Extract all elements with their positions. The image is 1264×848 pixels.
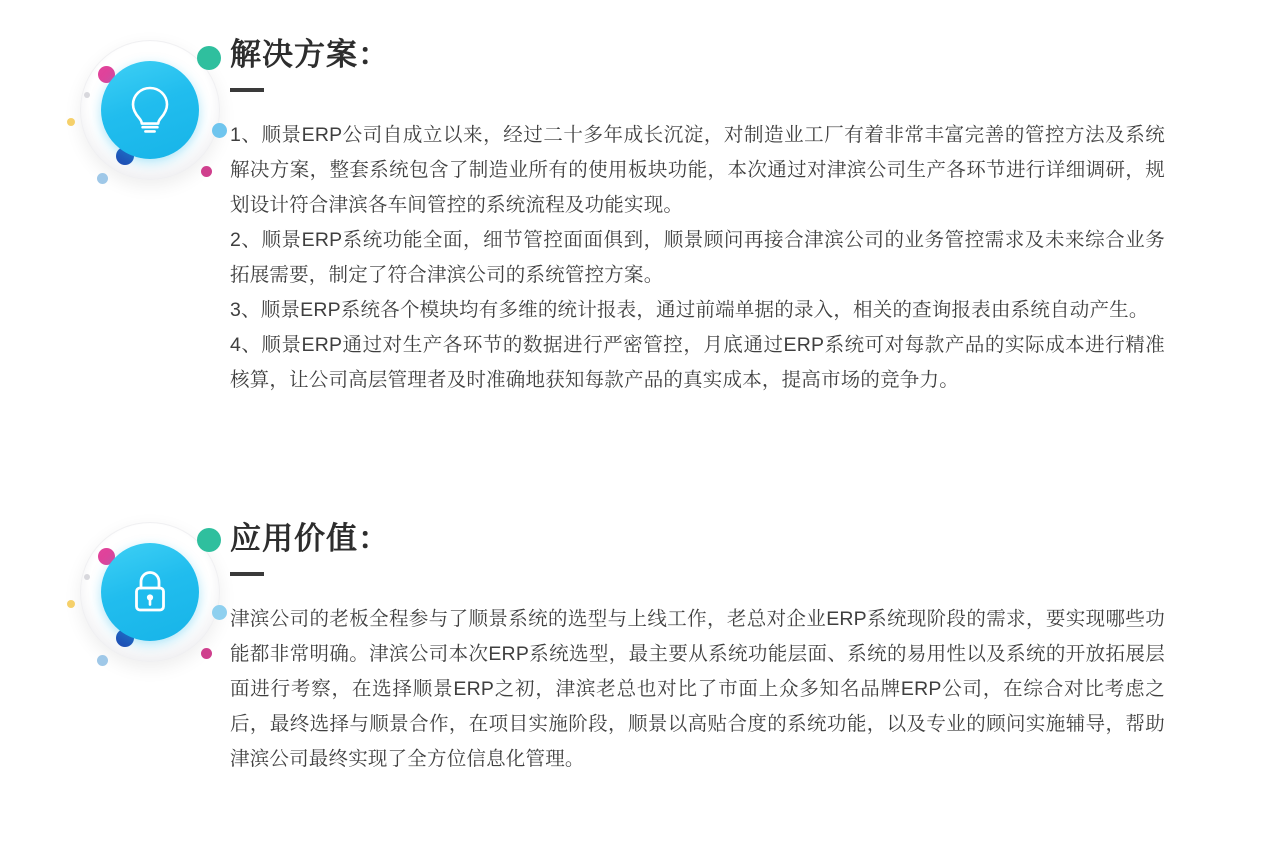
decorative-dot xyxy=(197,528,221,552)
decorative-dot xyxy=(67,118,75,126)
solution-paragraph-1: 1、顺景ERP公司自成立以来，经过二十多年成长沉淀，对制造业工厂有着非常丰富完善的管控方法及系统解决方案，整套系统包含了制造业所有的使用板块功能，本次通过对津滨公司生产各环节进行详细调研，规划设计符合津滨各车间管控的系统流程及功能实现。 xyxy=(230,124,1165,217)
value-content xyxy=(230,500,1165,777)
decorative-dot xyxy=(201,166,212,177)
decorative-dot xyxy=(212,605,227,620)
solution-paragraph-2: 2、顺景ERP系统功能全面，细节管控面面俱到，顺景顾问再接合津滨公司的业务管控需求及未来综合业务拓展需要，制定了符合津滨公司的系统管控方案。 xyxy=(230,229,1165,287)
solution-heading: 解决方案： xyxy=(230,37,390,72)
value-paragraph-1: 津滨公司的老板全程参与了顺景系统的选型与上线工作，老总对企业ERP系统现阶段的需求，要实现哪些功能都非常明确。津滨公司本次ERP系统选型，最主要从系统功能层面、系统的易用性以及系统的开放拓展层面进行考察，在选择顺景ERP之初，津滨老总也对比了市面上众多知名品牌ERP公司，在综合对比考虑之后，最终选择与顺景合作，在项目实施阶段，顺景以高贴合度的系统功能，以及专业的顾问实施辅导，帮助津滨公司最终实现了全方位信息化管理。 xyxy=(230,608,1165,771)
decorative-dot xyxy=(212,123,227,138)
decorative-dot xyxy=(197,46,221,70)
decorative-dot xyxy=(201,648,212,659)
lock-icon xyxy=(101,543,199,641)
heading-rule xyxy=(230,572,264,576)
decorative-dot xyxy=(97,655,108,666)
solution-paragraph-3: 3、顺景ERP系统各个模块均有多维的统计报表，通过前端单据的录入，相关的查询报表由系统自动产生。 xyxy=(230,299,1149,322)
decorative-dot xyxy=(97,173,108,184)
decorative-dot xyxy=(67,600,75,608)
solution-icon-badge xyxy=(0,18,230,188)
solution-content xyxy=(230,18,1165,398)
solution-paragraph-4: 4、顺景ERP通过对生产各环节的数据进行严密管控，月底通过ERP系统可对每款产品的实际成本进行精准核算，让公司高层管理者及时准确地获知每款产品的真实成本，提高市场的竞争力。 xyxy=(230,334,1165,392)
section-application-value xyxy=(0,500,1264,777)
value-heading: 应用价值： xyxy=(230,521,390,556)
lightbulb-icon xyxy=(101,61,199,159)
decorative-dot xyxy=(84,574,90,580)
section-solution xyxy=(0,18,1264,398)
decorative-dot xyxy=(84,92,90,98)
heading-rule xyxy=(230,88,264,92)
value-icon-badge xyxy=(0,500,230,670)
